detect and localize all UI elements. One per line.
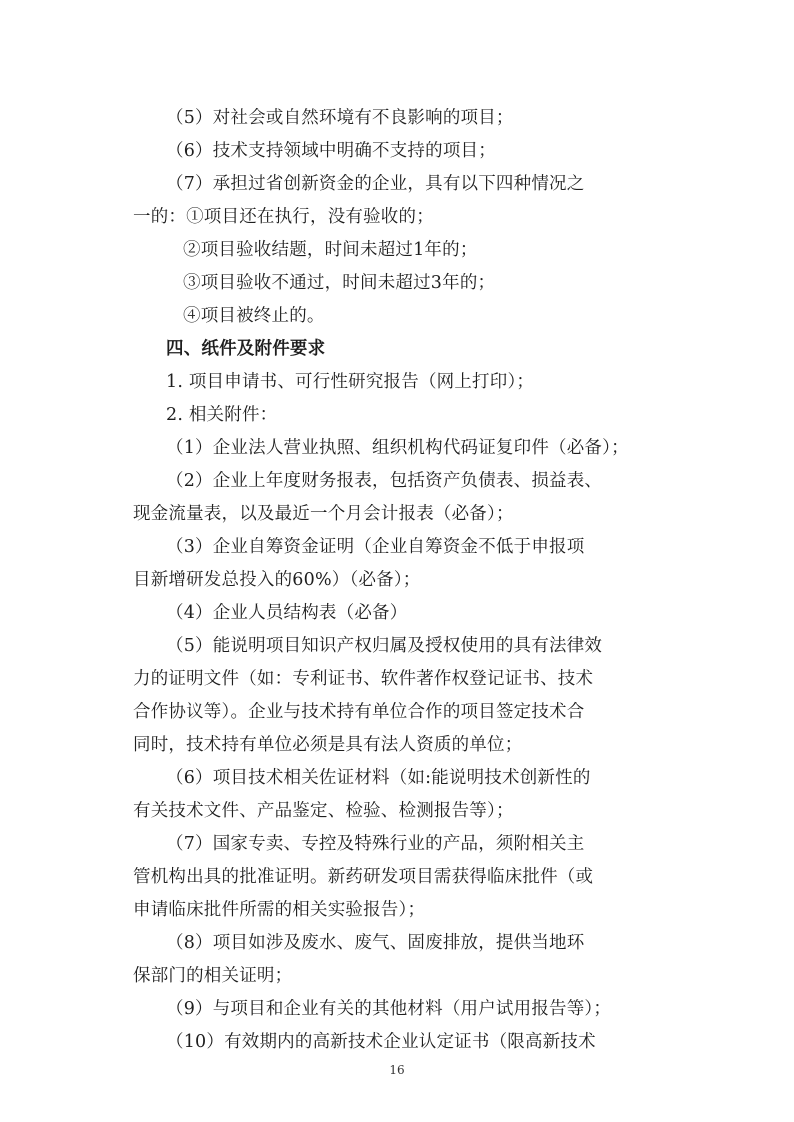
text-line: （7）承担过省创新资金的企业，具有以下四种情况之 <box>166 174 585 194</box>
text-line: 目新增研发总投入的60%）（必备）； <box>133 570 421 590</box>
text-line: 合作协议等）。企业与技术持有单位合作的项目签定技术合 <box>133 702 585 722</box>
text-line: （7）国家专卖、专控及特殊行业的产品，须附相关主 <box>166 834 585 854</box>
text-line: 1. 项目申请书、可行性研究报告（网上打印）； <box>166 372 535 392</box>
text-line: 申请临床批件所需的相关实验报告）； <box>133 900 426 920</box>
text-line: 同时，技术持有单位必须是具有法人资质的单位； <box>133 735 523 755</box>
text-line: 现金流量表，以及最近一个月会计报表（必备）； <box>133 504 514 524</box>
text-line: （10）有效期内的高新技术企业认定证书（限高新技术 <box>166 1032 596 1052</box>
text-line: 2. 相关附件： <box>166 405 278 425</box>
text-line: 力的证明文件（如：专利证书、软件著作权登记证书、技术 <box>133 669 594 689</box>
text-line: （2）企业上年度财务报表，包括资产负债表、损益表、 <box>166 471 603 491</box>
text-line: （6）技术支持领域中明确不支持的项目； <box>166 141 496 161</box>
text-line: （6）项目技术相关佐证材料（如:能说明技术创新性的 <box>166 768 591 788</box>
text-line: 有关技术文件、产品鉴定、检验、检测报告等）； <box>133 801 514 821</box>
text-line: （5）能说明项目知识产权归属及授权使用的具有法律效 <box>166 636 603 656</box>
text-line: （3）企业自筹资金证明（企业自筹资金不低于申报项 <box>166 537 585 557</box>
text-line: ②项目验收结题，时间未超过1年的； <box>183 240 478 260</box>
text-line: 保部门的相关证明； <box>133 966 293 986</box>
text-line: （9）与项目和企业有关的其他材料（用户试用报告等）； <box>166 999 612 1019</box>
text-line: （1）企业法人营业执照、组织机构代码证复印件（必备）； <box>166 438 629 458</box>
text-line: 管机构出具的批准证明。新药研发项目需获得临床批件（或 <box>133 867 594 887</box>
page-number: 16 <box>389 1063 405 1077</box>
section-heading: 四、纸件及附件要求 <box>166 339 326 359</box>
text-line: ③项目验收不通过，时间未超过3年的； <box>183 273 496 293</box>
text-line: ④项目被终止的。 <box>183 306 325 326</box>
text-line: （8）项目如涉及废水、废气、固废排放，提供当地环 <box>166 933 585 953</box>
text-line: （4）企业人员结构表（必备） <box>166 603 408 623</box>
text-line: 一的：①项目还在执行，没有验收的； <box>133 207 434 227</box>
text-line: （5）对社会或自然环境有不良影响的项目； <box>166 108 514 128</box>
